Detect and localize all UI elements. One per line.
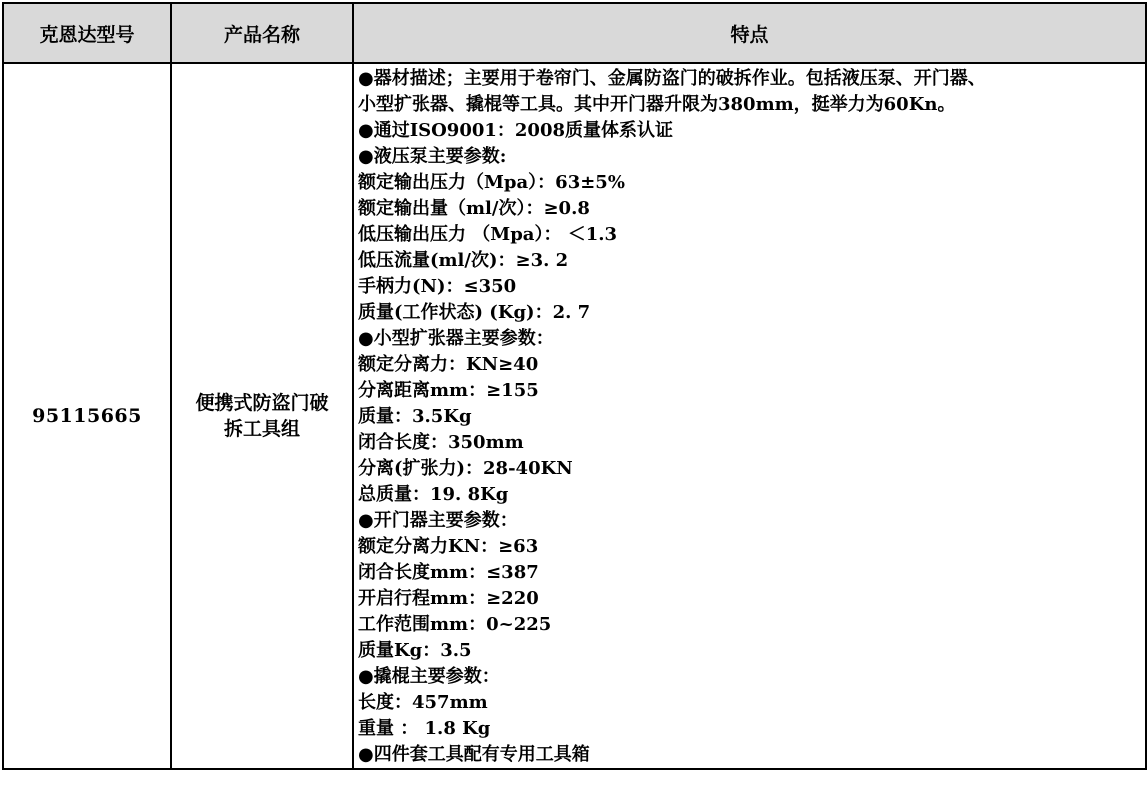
table-header-row [3,3,1146,63]
features-list [358,66,1141,768]
feature-line: 分离(扩张力)：28-40KN [358,458,573,479]
feature-line: ●小型扩张器主要参数： [358,328,554,349]
feature-line: 额定输出压力（Mpa）：63±5% [358,172,625,193]
feature-line: 开启行程mm：≥220 [358,588,539,609]
product-spec-table [2,2,1147,770]
header-model: 克恩达型号 [3,3,171,63]
feature-line: 额定输出量（ml/次）：≥0.8 [358,198,590,219]
feature-line: 闭合长度mm：≤387 [358,562,539,583]
feature-line: 小型扩张器、撬棍等工具。其中开门器升限为380mm，挺举力为60Kn。 [358,94,956,115]
feature-line: ●通过ISO9001：2008质量体系认证 [358,120,673,141]
feature-line: ●液压泵主要参数: [358,146,507,167]
product-name-text: 便携式防盗门破拆工具组 [195,392,329,440]
feature-line: 额定分离力：KN≥40 [358,354,539,375]
feature-line: 质量：3.5Kg [358,406,472,427]
feature-line: 长度：457mm [358,692,488,713]
feature-line: 重量 ： 1.8 Kg [358,718,491,739]
header-features: 特点 [353,3,1146,63]
feature-line: 低压输出压力 （Mpa）： ＜1.3 [358,224,618,245]
feature-line: 闭合长度：350mm [358,432,524,453]
feature-line: ●器材描述；主要用于卷帘门、金属防盗门的破拆作业。包括液压泵、开门器、 [358,68,986,89]
feature-line: 低压流量(ml/次)：≥3. 2 [358,250,569,271]
feature-line: 质量Kg：3.5 [358,640,472,661]
feature-line: 质量(工作状态) (Kg)：2. 7 [358,302,591,323]
table-row [3,63,1146,769]
features-cell [353,63,1146,769]
feature-line: 额定分离力KN：≥63 [358,536,539,557]
feature-line: 分离距离mm：≥155 [358,380,539,401]
model-cell: 95115665 [3,63,171,769]
header-product-name: 产品名称 [171,3,353,63]
feature-line: 总质量：19. 8Kg [358,484,509,505]
feature-line: ●撬棍主要参数： [358,666,500,687]
product-name-cell [171,63,353,769]
feature-line: 手柄力(N)：≤350 [358,276,517,297]
feature-line: ●四件套工具配有专用工具箱 [358,744,590,765]
feature-line: 工作范围mm：0~225 [358,614,552,635]
feature-line: ●开门器主要参数： [358,510,518,531]
